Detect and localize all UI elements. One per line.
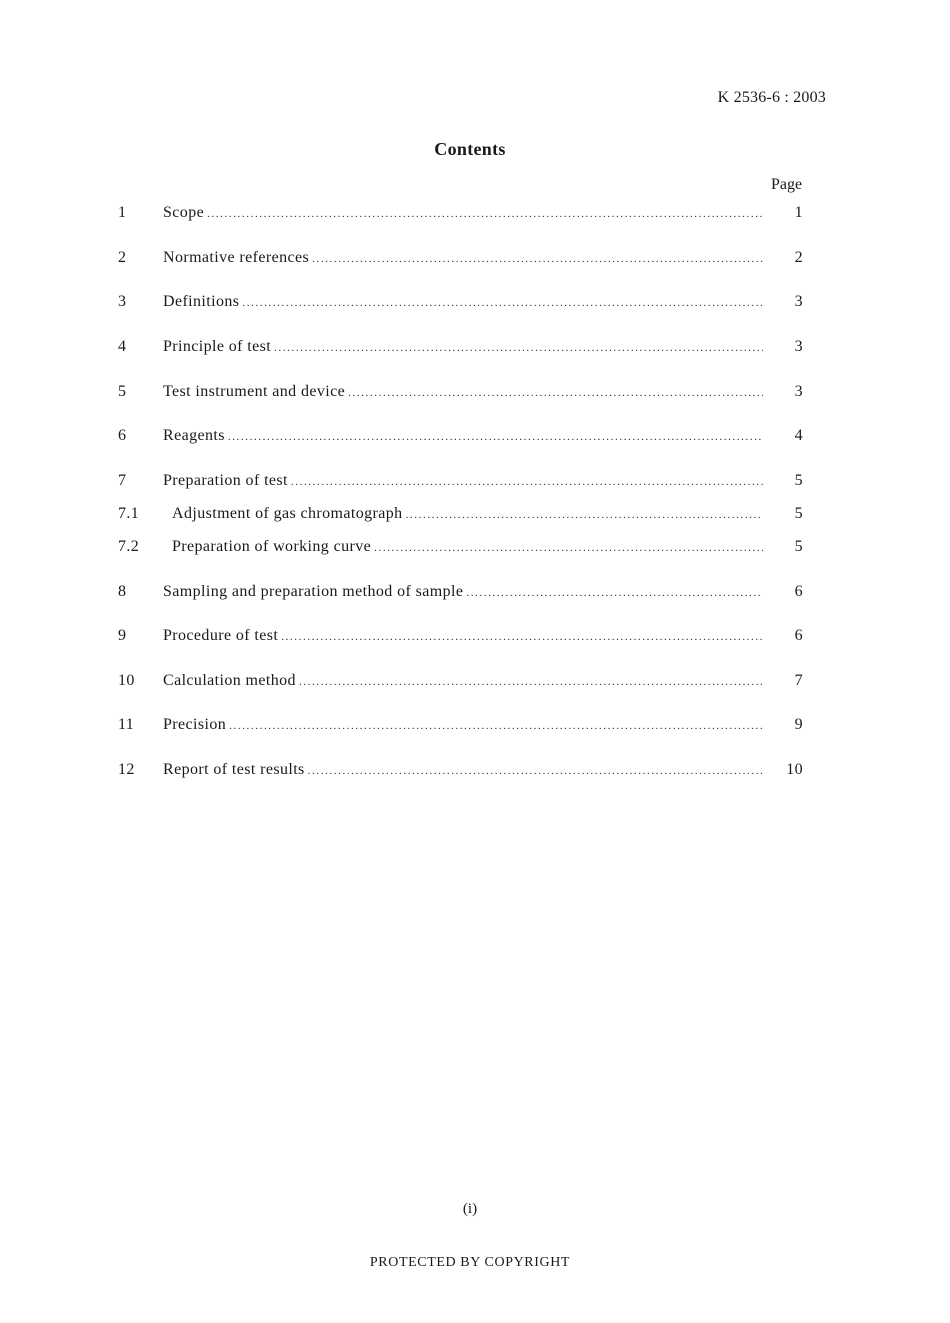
toc-entry-page: 4 [794,427,803,444]
toc-entry[interactable] [118,672,813,694]
toc-subentry[interactable] [118,538,813,560]
toc-entry-title: Definitions [163,293,240,310]
toc-entry-title: Sampling and preparation method of sample [163,583,464,600]
toc-entry-number: 10 [118,672,135,689]
toc-entry-number: 9 [118,627,127,644]
dot-leader [291,476,763,488]
dot-leader [406,509,763,521]
toc-entry-number: 7 [118,472,127,489]
document-code: K 2536-6 : 2003 [717,89,826,106]
dot-leader [281,631,763,643]
toc-entry[interactable] [118,716,813,738]
toc-entry-page: 1 [794,204,803,221]
toc-entry-page: 3 [794,293,803,310]
toc-entry-title: Principle of test [163,338,272,355]
toc-entry-title: Adjustment of gas chromatograph [172,505,403,522]
toc-entry-number: 5 [118,383,127,400]
dot-leader [348,387,763,399]
toc-entry-number: 4 [118,338,127,355]
footer-page-number: (i) [462,1201,478,1217]
toc-entry[interactable] [118,427,813,449]
toc-entry[interactable] [118,383,813,405]
toc-entry-title: Preparation of working curve [172,538,372,555]
toc-entry-title: Precision [163,716,227,733]
dot-leader [274,342,763,354]
toc-entry-page: 7 [794,672,803,689]
dot-leader [299,676,763,688]
toc-entry[interactable] [118,249,813,271]
toc-entry-title: Normative references [163,249,310,266]
toc-subentry[interactable] [118,505,813,527]
toc-entry-number: 1 [118,204,127,221]
dot-leader [228,431,763,443]
toc-entry[interactable] [118,293,813,315]
toc-entry-page: 2 [794,249,803,266]
toc-entry-page: 9 [794,716,803,733]
toc-entry-page: 5 [794,538,803,555]
toc-entry-page: 10 [786,761,803,778]
toc-entry[interactable] [118,583,813,605]
toc-entry-title: Procedure of test [163,627,279,644]
toc-entry-page: 5 [794,472,803,489]
toc-entry-number: 2 [118,249,127,266]
dot-leader [207,208,763,220]
dot-leader [308,765,763,777]
toc-entry-number: 7.2 [118,538,140,555]
toc-entry-number: 12 [118,761,135,778]
toc-entry-number: 11 [118,716,135,733]
toc-entry-number: 7.1 [118,505,140,522]
toc-entry-page: 6 [794,583,803,600]
toc-entry[interactable] [118,627,813,649]
page-title: Contents [434,139,506,159]
toc-entry-title: Test instrument and device [163,383,346,400]
toc-entry[interactable] [118,472,813,494]
toc-entry-page: 5 [794,505,803,522]
toc-entry-page: 3 [794,383,803,400]
toc-entry-title: Calculation method [163,672,296,689]
toc-entry-page: 3 [794,338,803,355]
toc-entry[interactable] [118,338,813,360]
toc-entry-number: 8 [118,583,127,600]
toc-entry-page: 6 [794,627,803,644]
toc-entry-title: Reagents [163,427,225,444]
toc-entry[interactable] [118,761,813,783]
dot-leader [466,587,763,599]
copyright-notice: PROTECTED BY COPYRIGHT [369,1255,571,1270]
dot-leader [312,253,763,265]
dot-leader [374,542,763,554]
dot-leader [229,720,763,732]
toc-entry-title: Preparation of test [163,472,288,489]
toc-entry-title: Scope [163,204,205,221]
toc-entry-number: 3 [118,293,127,310]
toc-entry-number: 6 [118,427,127,444]
dot-leader [242,297,763,309]
toc-entry[interactable] [118,204,813,226]
page-column-label: Page [771,176,803,193]
toc-entry-title: Report of test results [163,761,305,778]
